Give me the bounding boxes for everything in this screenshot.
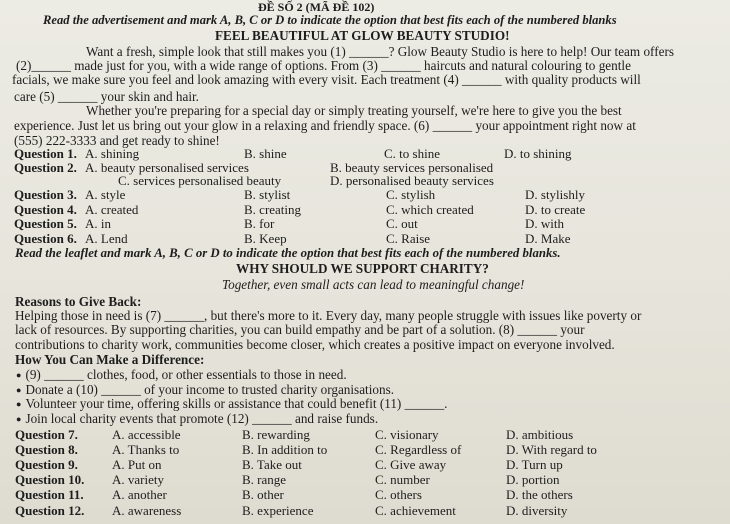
question-label: Question 9.: [15, 457, 78, 472]
question-label: Question 6.: [14, 231, 77, 246]
option-d: D. portion: [506, 472, 560, 487]
option-d: D. with: [525, 216, 564, 231]
bullet-item: ● (9) ______ clothes, food, or other essentials to those in need.: [16, 367, 347, 384]
reasons-heading: Reasons to Give Back:: [15, 294, 142, 309]
part1-instruction: Read the advertisement and mark A, B, C or D to indicate the option that best fits each of the numbered blanks: [43, 13, 617, 27]
option-d: D. to create: [525, 202, 586, 217]
bullet-item: ● Donate a (10) ______ of your income to trusted charity organisations.: [16, 382, 394, 399]
part2-instruction: Read the leaflet and mark A, B, C or D to indicate the option that best fits each of the numbered blanks.: [15, 246, 561, 260]
option-d: D. With regard to: [506, 442, 597, 457]
question-label: Question 10.: [15, 472, 85, 487]
leaflet-subtitle: Together, even small acts can lead to meaningful change!: [222, 277, 525, 292]
question-row: [14, 187, 714, 202]
option-c: C. number: [375, 472, 430, 487]
question-row: [14, 216, 714, 231]
option-d: D. personalised beauty services: [330, 173, 494, 188]
option-b: B. other: [242, 487, 284, 502]
ad-title: FEEL BEAUTIFUL AT GLOW BEAUTY STUDIO!: [215, 28, 510, 43]
option-a: A. created: [85, 202, 139, 217]
question-row: [15, 487, 715, 502]
bullet-item: ● Volunteer your time, offering skills or assistance that could benefit (11) ______.: [16, 396, 447, 413]
exam-heading: ĐỀ SỐ 2 (MÃ ĐỀ 102): [258, 0, 375, 14]
ad-line-1: Want a fresh, simple look that still makes you (1) ______? Glow Beauty Studio is here to help! Our team offers: [86, 44, 674, 59]
question-label: Question 5.: [14, 216, 77, 231]
option-b: B. In addition to: [242, 442, 328, 457]
option-a: A. beauty personalised services: [85, 160, 249, 175]
question-label: Question 3.: [14, 187, 77, 202]
option-a: A. in: [85, 216, 111, 231]
question-row: [14, 146, 714, 161]
option-c: C. Raise: [386, 231, 431, 246]
option-a: A. awareness: [112, 503, 182, 518]
option-c: C. which created: [386, 202, 474, 217]
question-label: Question 2.: [14, 160, 77, 175]
option-a: A. shining: [85, 146, 140, 161]
option-b: B. creating: [244, 202, 302, 217]
ad-line-5: Whether you're preparing for a special day or simply treating yourself, we're here to give you the best: [86, 103, 622, 118]
option-b: B. Keep: [244, 231, 287, 246]
option-b: B. for: [244, 216, 275, 231]
question-row: [15, 427, 715, 442]
option-b: B. Take out: [242, 457, 302, 472]
ad-line-7: (555) 222-3333 and get ready to shine!: [14, 133, 220, 148]
question-row: [15, 442, 715, 457]
option-c: C. stylish: [386, 187, 436, 202]
option-a: A. Thanks to: [112, 442, 180, 457]
question-row: [15, 472, 715, 487]
question-label: Question 12.: [15, 503, 85, 518]
option-a: A. Put on: [112, 457, 162, 472]
question-label: Question 8.: [15, 442, 78, 457]
option-c: C. Regardless of: [375, 442, 462, 457]
option-b: B. beauty services personalised: [330, 160, 494, 175]
reasons-line-3: contributions to charity work, communities become closer, which creates a positive impact on everyone involved.: [15, 337, 615, 352]
question-label: Question 11.: [15, 487, 84, 502]
option-b: B. range: [242, 472, 287, 487]
question-row: [14, 202, 714, 217]
question-row: [15, 503, 715, 518]
option-c: C. to shine: [384, 146, 440, 161]
option-b: B. stylist: [244, 187, 291, 202]
question-row: [14, 173, 714, 188]
option-a: A. variety: [112, 472, 164, 487]
option-d: D. to shining: [504, 146, 572, 161]
option-d: D. diversity: [506, 503, 568, 518]
option-d: D. Make: [525, 231, 571, 246]
question-label: Question 1.: [14, 146, 77, 161]
ad-line-2: (2)______ made just for you, with a wide range of options. From (3) ______ haircuts and natural colouring to gentle: [16, 58, 631, 73]
reasons-line-2: lack of resources. By supporting charities, you can build empathy and be part of a solution. (8) ______ your: [15, 322, 585, 337]
option-b: B. rewarding: [242, 427, 310, 442]
question-row: [14, 231, 714, 246]
ad-line-4: care (5) ______ your skin and hair.: [14, 89, 199, 104]
option-d: D. Turn up: [506, 457, 563, 472]
ad-line-3: facials, we make sure you feel and look amazing with every visit. Each treatment (4) ______ with quality products will: [12, 72, 641, 87]
how-heading: How You Can Make a Difference:: [15, 352, 205, 367]
option-c: C. others: [375, 487, 422, 502]
option-a: A. accessible: [112, 427, 181, 442]
option-d: D. stylishly: [525, 187, 585, 202]
option-c: C. services personalised beauty: [118, 173, 282, 188]
question-label: Question 7.: [15, 427, 78, 442]
leaflet-title: WHY SHOULD WE SUPPORT CHARITY?: [236, 261, 489, 276]
option-a: A. Lend: [85, 231, 128, 246]
question-label: Question 4.: [14, 202, 77, 217]
option-d: D. the others: [506, 487, 573, 502]
option-a: A. style: [85, 187, 126, 202]
reasons-line-1: Helping those in need is (7) ______, but there's more to it. Every day, many people struggle with issues like poverty or: [15, 308, 642, 323]
ad-line-6: experience. Just let us bring out your glow in a relaxing and friendly space. (6) ______ your appointment right now at: [14, 118, 636, 133]
option-c: C. achievement: [375, 503, 456, 518]
option-c: C. Give away: [375, 457, 447, 472]
option-b: B. experience: [242, 503, 314, 518]
question-row: [15, 457, 715, 472]
option-a: A. another: [112, 487, 167, 502]
option-c: C. out: [386, 216, 418, 231]
option-b: B. shine: [244, 146, 287, 161]
option-d: D. ambitious: [506, 427, 574, 442]
bullet-item: ● Join local charity events that promote (12) ______ and raise funds.: [16, 411, 378, 428]
option-c: C. visionary: [375, 427, 439, 442]
